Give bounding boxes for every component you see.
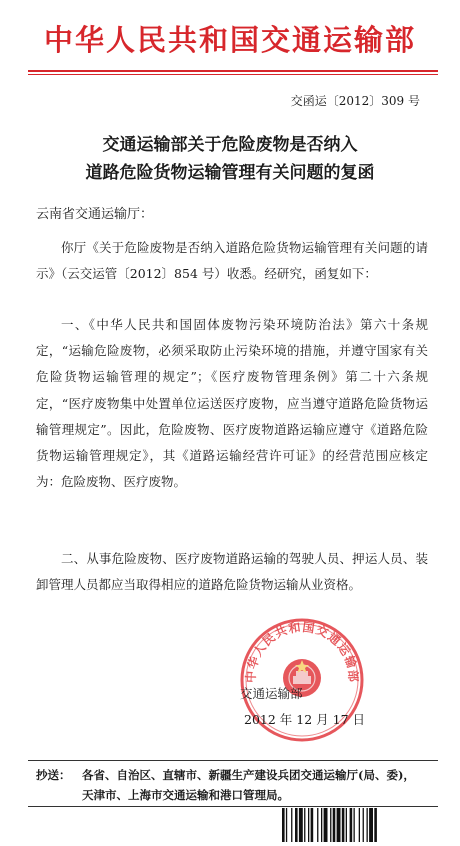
barcode-bar xyxy=(350,808,353,842)
subject-line-1: 交通运输部关于危险废物是否纳入 xyxy=(102,135,358,155)
barcode-bar xyxy=(374,808,377,842)
seal-ring-text: 中华人民共和国交通运输部 xyxy=(243,620,361,684)
barcode-bar xyxy=(291,808,292,842)
subject-line-2: 道路危险货物运输管理有关问题的复函 xyxy=(85,163,375,183)
body-paragraph-3: 二、从事危险废物、医疗废物道路运输的驾驶人员、押运人员、装卸管理人员都应当取得相应的道路危险货物运输从业资格。 xyxy=(36,551,428,593)
header-divider-thick xyxy=(28,70,438,72)
barcode-bar xyxy=(317,808,318,842)
barcode-bar xyxy=(282,808,285,842)
cc-recipients-line-1: 各省、自治区、直辖市、新疆生产建设兵团交通运输厅(局、委)， xyxy=(82,768,415,782)
cc-label: 抄送： xyxy=(36,768,71,782)
barcode-bar xyxy=(304,808,305,842)
body-paragraph-1: 你厅《关于危险废物是否纳入道路危险货物运输管理有关问题的请示》（云交运管〔2012〕854 号）收悉。经研究，函复如下： xyxy=(36,240,428,282)
cc-recipients-line-2: 天津市、上海市交通运输和港口管理局。 xyxy=(82,788,289,802)
barcode-bar xyxy=(337,808,341,842)
addressee: 云南省交通运输厅： xyxy=(36,207,154,222)
barcode-bar xyxy=(321,808,322,842)
body-paragraph-2: 一、《中华人民共和国固体废物污染环境防治法》第六十条规定，“运输危险废物，必须采取防止污染环境的措施，并遵守国家有关危险货物运输管理的规定”；《医疗废物管理条例》第二十六条规定，“医疗废物集中处置单位运送医疗废物，应当遵守道路危险货物运输管理规定”。因此，危险废物、医疗废物道路运输应遵守《道路危险货物运输管理规定》，其《道路运输经营许可证》的经营范围应核定为：危险废物、医疗废物。 xyxy=(36,317,428,490)
cc-divider-bottom xyxy=(28,806,438,807)
barcode-bar xyxy=(324,808,328,842)
document-subject xyxy=(0,131,460,187)
barcode-bar xyxy=(367,808,368,842)
barcode-bar xyxy=(333,808,336,842)
barcode-bar xyxy=(311,808,314,842)
header-divider-thin xyxy=(28,74,438,75)
barcode-bar xyxy=(363,808,364,842)
document-number: 交函运〔2012〕309 号 xyxy=(290,94,420,108)
barcode-bar xyxy=(330,808,331,842)
barcode-bar xyxy=(359,808,360,842)
barcode-bar xyxy=(354,808,355,842)
signing-date: 2012 年 12 月 17 日 xyxy=(244,712,365,727)
barcode-bar xyxy=(369,808,373,842)
barcode-bar xyxy=(295,808,298,842)
signing-organization: 交通运输部 xyxy=(240,686,303,701)
issuer-header: 中华人民共和国交通运输部 xyxy=(43,23,416,57)
barcode-bar xyxy=(346,808,347,842)
barcode-bar xyxy=(286,808,287,842)
barcode-bar xyxy=(299,808,303,842)
barcode-bar xyxy=(308,808,309,842)
barcode-bar xyxy=(342,808,345,842)
document-barcode xyxy=(282,808,424,842)
cc-divider-top xyxy=(28,760,438,761)
